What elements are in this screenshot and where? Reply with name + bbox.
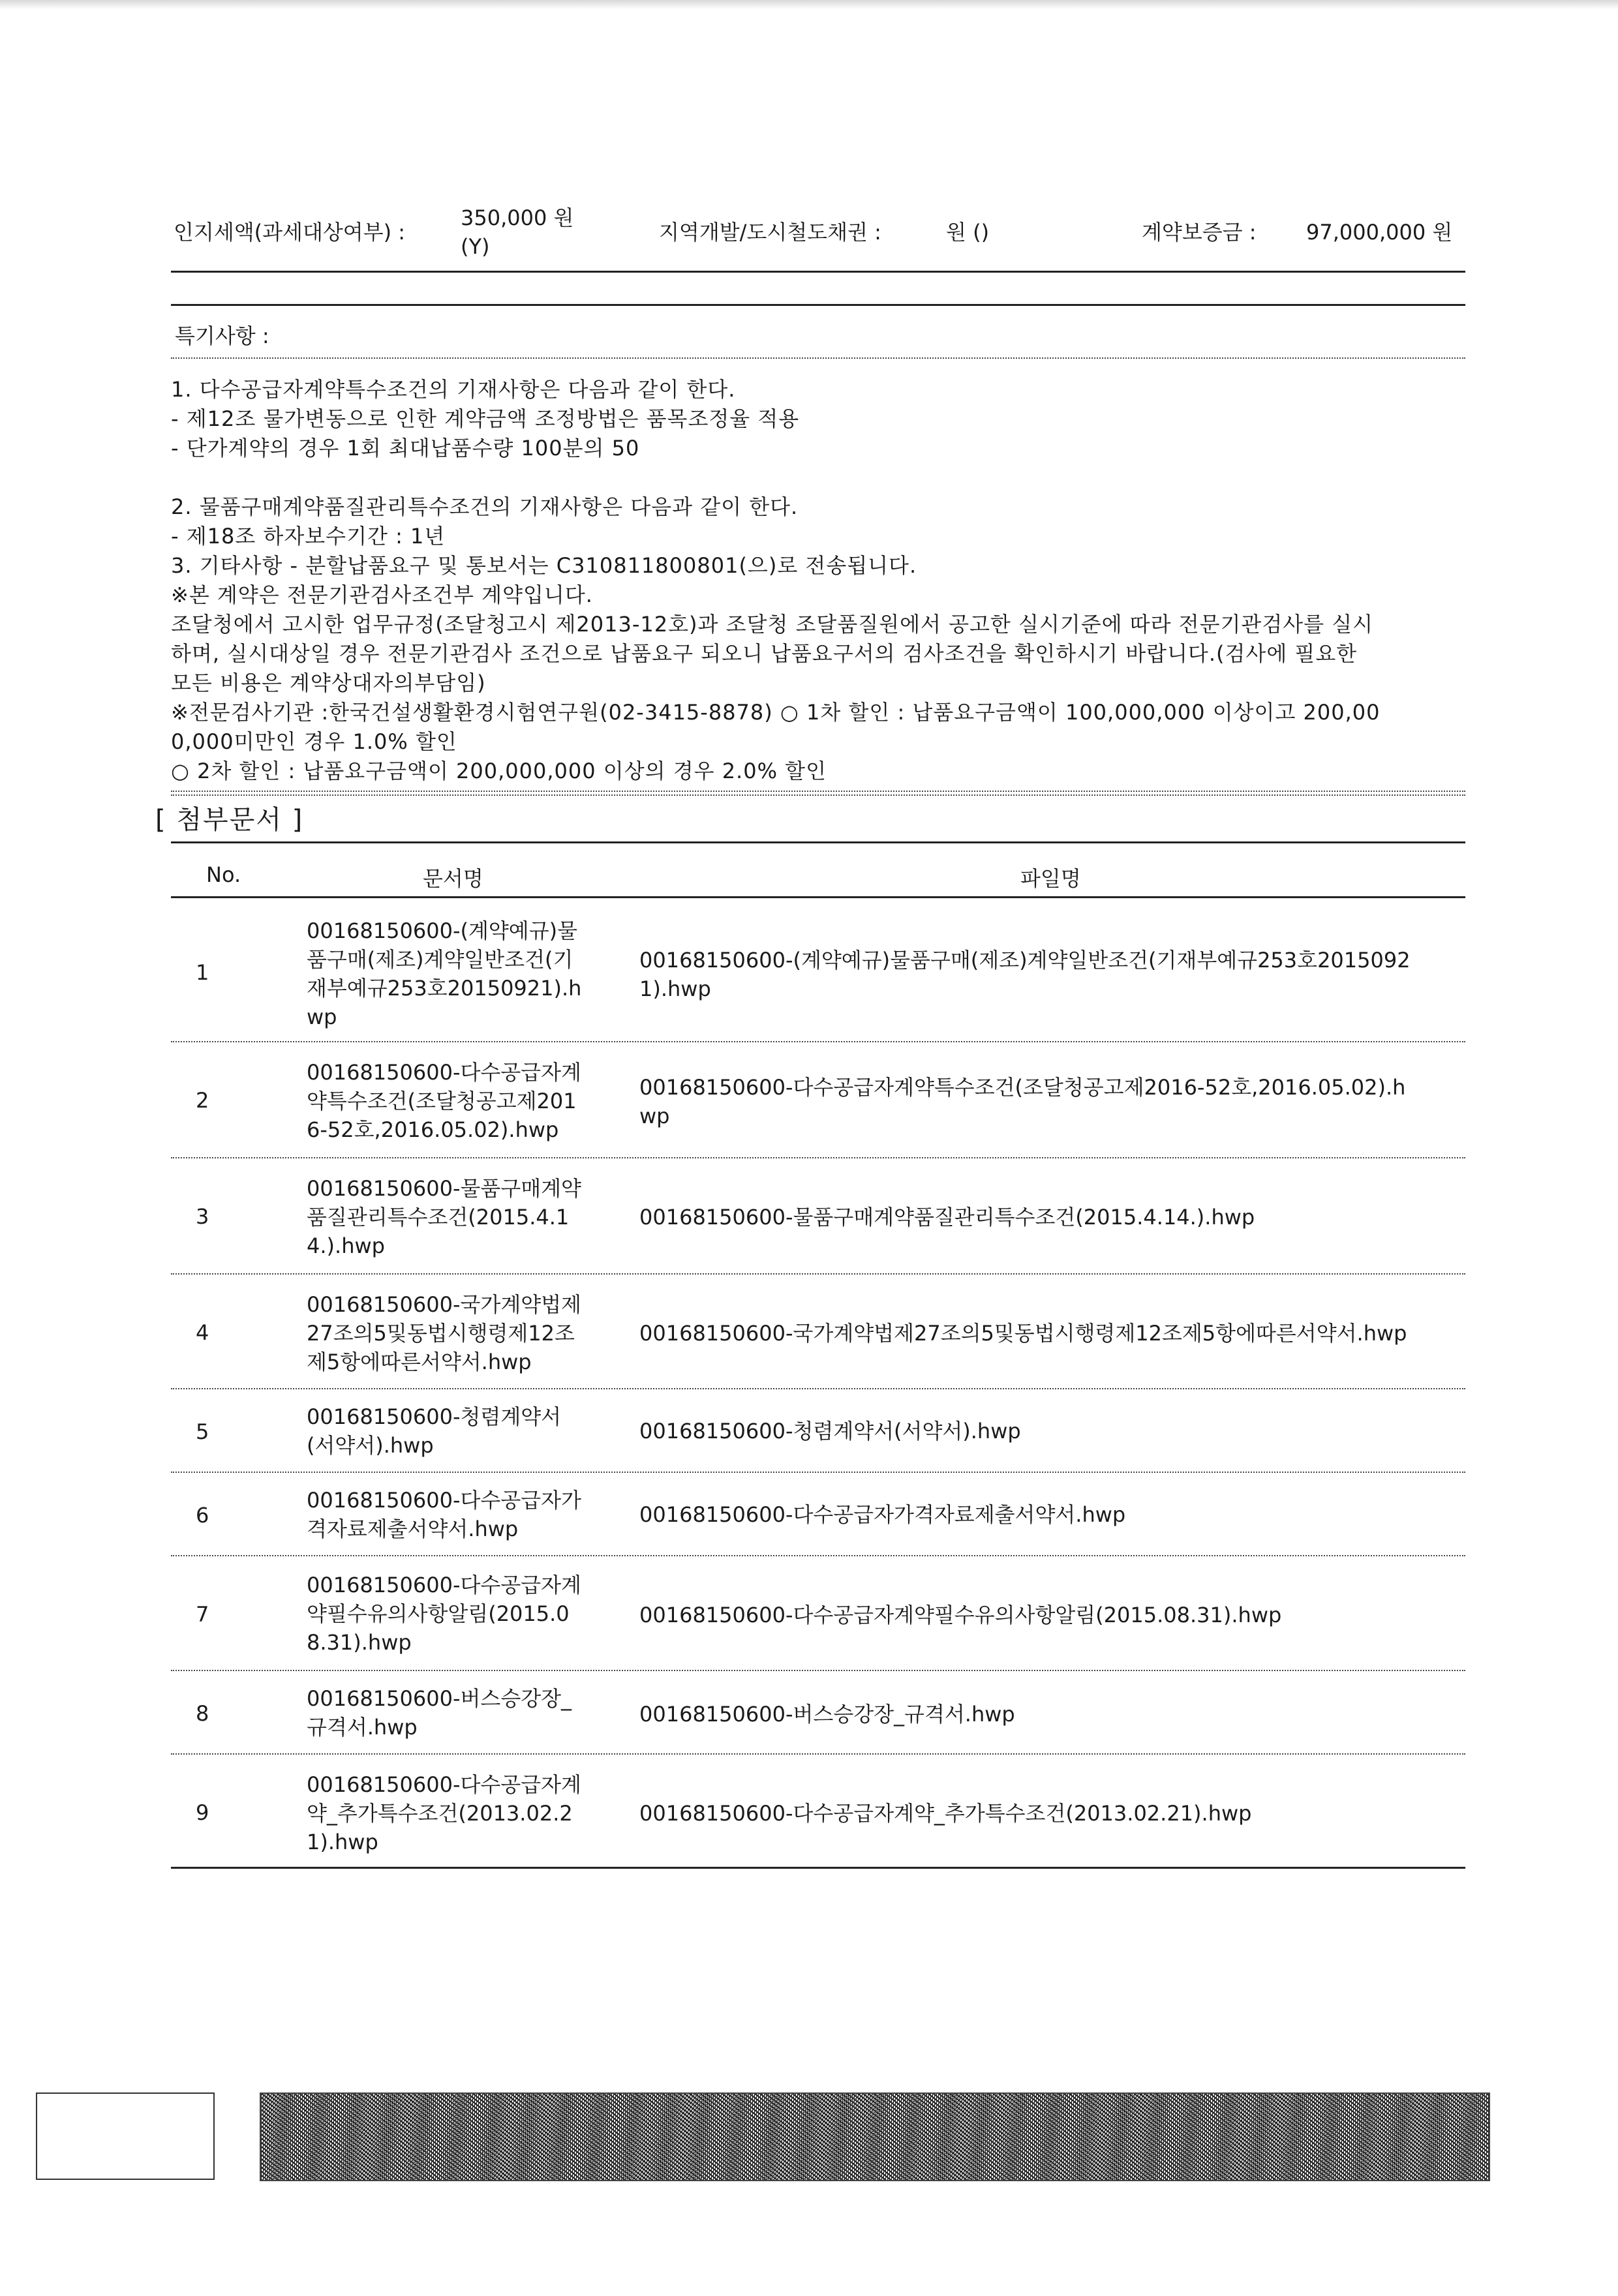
note-line: - 제18조 하자보수기간 : 1년: [171, 524, 446, 549]
document-name: 00168150600-청렴계약서 (서약서).hwp: [307, 1404, 562, 1458]
document-name: 00168150600-물품구매계약 품질관리특수조건(2015.4.1 4.).hwp: [307, 1176, 581, 1258]
divider: [171, 1388, 1465, 1389]
row-number: 2: [196, 1088, 209, 1113]
divider: [171, 791, 1465, 792]
document-name: 00168150600-다수공급자계 약_추가특수조건(2013.02.2 1).hwp: [307, 1772, 581, 1854]
note-line: ※본 계약은 전문기관검사조건부 계약입니다.: [171, 582, 593, 607]
note-line: ※전문검사기관 :한국건설생활환경시험연구원(02-3415-8878) ○ 1차 할인 : 납품요구금액이 100,000,000 이상이고 200,00: [171, 700, 1381, 725]
document-name: 00168150600-다수공급자가 격자료제출서약서.hwp: [307, 1488, 581, 1541]
file-name: 00168150600-다수공급자가격자료제출서약서.hwp: [639, 1502, 1126, 1527]
contract-summary-row: [171, 196, 1465, 274]
col-header-doc: 문서명: [423, 866, 483, 891]
divider: [171, 841, 1465, 843]
document-name: 00168150600-버스승강장_ 규격서.hwp: [307, 1686, 572, 1740]
stamp-tax-value: 350,000 원: [461, 205, 574, 230]
divider: [171, 304, 1465, 306]
note-line: - 단가계약의 경우 1회 최대납품수량 100분의 50: [171, 436, 640, 461]
note-line: 모든 비용은 계약상대자의부담임): [171, 671, 486, 695]
col-header-file: 파일명: [1020, 866, 1081, 891]
note-line: 1. 다수공급자계약특수조건의 기재사항은 다음과 같이 한다.: [171, 377, 736, 402]
divider: [171, 1041, 1465, 1042]
divider: [171, 1472, 1465, 1473]
note-line: - 제12조 물가변동으로 인한 계약금액 조정방법은 품목조정율 적용: [171, 406, 800, 431]
file-name: 00168150600-버스승강장_규격서.hwp: [639, 1702, 1015, 1727]
file-name: 00168150600-청렴계약서(서약서).hwp: [639, 1419, 1021, 1443]
note-line: 조달청에서 고시한 업무규정(조달청고시 제2013-12호)과 조달청 조달품질원에서 공고한 실시기준에 따라 전문기관검사를 실시: [171, 612, 1374, 637]
divider: [171, 357, 1465, 359]
document-name: 00168150600-다수공급자계 약필수유의사항알림(2015.0 8.31).hwp: [307, 1573, 581, 1655]
note-line: 하며, 실시대상일 경우 전문기관검사 조건으로 납품요구 되오니 납품요구서의 검사조건을 확인하시기 바랍니다.(검사에 필요한: [171, 641, 1358, 666]
stamp-tax-flag: (Y): [461, 234, 490, 259]
deposit-label: 계약보증금 :: [1142, 220, 1257, 245]
note-line: 2. 물품구매계약품질관리특수조건의 기재사항은 다음과 같이 한다.: [171, 494, 799, 519]
row-number: 6: [196, 1503, 209, 1528]
file-name: 00168150600-다수공급자계약필수유의사항알림(2015.08.31).hwp: [639, 1603, 1282, 1627]
seal-box: [36, 2092, 215, 2180]
row-number: 7: [196, 1602, 209, 1627]
divider: [171, 896, 1465, 898]
divider: [171, 1753, 1465, 1755]
bond-value: 원 (): [946, 220, 990, 245]
divider: [171, 271, 1465, 273]
bond-label: 지역개발/도시철도채권 :: [659, 220, 881, 245]
file-name: 00168150600-(계약예규)물품구매(제조)계약일반조건(기재부예규253호2015092 1).hwp: [639, 948, 1411, 1001]
row-number: 3: [196, 1204, 209, 1229]
scan-edge: [0, 0, 1618, 9]
2d-barcode: [260, 2092, 1490, 2181]
row-number: 5: [196, 1419, 209, 1444]
col-header-no: No.: [206, 862, 241, 887]
divider: [171, 1867, 1465, 1869]
note-spacer: [171, 463, 1465, 492]
file-name: 00168150600-국가계약법제27조의5및동법시행령제12조제5항에따른서약서.hwp: [639, 1321, 1407, 1346]
divider: [171, 1273, 1465, 1275]
special-notes-label: 특기사항 :: [175, 324, 269, 348]
note-line: 3. 기타사항 - 분할납품요구 및 통보서는 C310811800801(으)로 전송됩니다.: [171, 553, 917, 578]
note-line: ○ 2차 할인 : 납품요구금액이 200,000,000 이상의 경우 2.0% 할인: [171, 759, 827, 783]
divider: [171, 1555, 1465, 1556]
row-number: 8: [196, 1701, 209, 1726]
row-number: 4: [196, 1320, 209, 1345]
divider: [171, 1157, 1465, 1158]
file-name: 00168150600-다수공급자계약특수조건(조달청공고제2016-52호,2016.05.02).h wp: [639, 1075, 1406, 1128]
divider: [171, 794, 1465, 796]
attachments-title: [ 첨부문서 ]: [155, 805, 304, 835]
row-number: 1: [196, 960, 209, 985]
stamp-tax-label: 인지세액(과세대상여부) :: [174, 220, 406, 245]
divider: [171, 1670, 1465, 1671]
document-name: 00168150600-국가계약법제 27조의5및동법시행령제12조 제5항에따른서약서.hwp: [307, 1292, 581, 1374]
file-name: 00168150600-물품구매계약품질관리특수조건(2015.4.14.).hwp: [639, 1205, 1255, 1230]
deposit-value: 97,000,000 원: [1306, 220, 1453, 245]
note-line: 0,000미만인 경우 1.0% 할인: [171, 729, 457, 754]
file-name: 00168150600-다수공급자계약_추가특수조건(2013.02.21).hwp: [639, 1801, 1252, 1826]
row-number: 9: [196, 1800, 209, 1825]
document-name: 00168150600-다수공급자계 약특수조건(조달청공고제201 6-52호,2016.05.02).hwp: [307, 1060, 581, 1142]
special-notes: [171, 375, 1465, 786]
document-name: 00168150600-(계약예규)물 품구매(제조)계약일반조건(기 재부예규253호20150921).h wp: [307, 918, 582, 1029]
